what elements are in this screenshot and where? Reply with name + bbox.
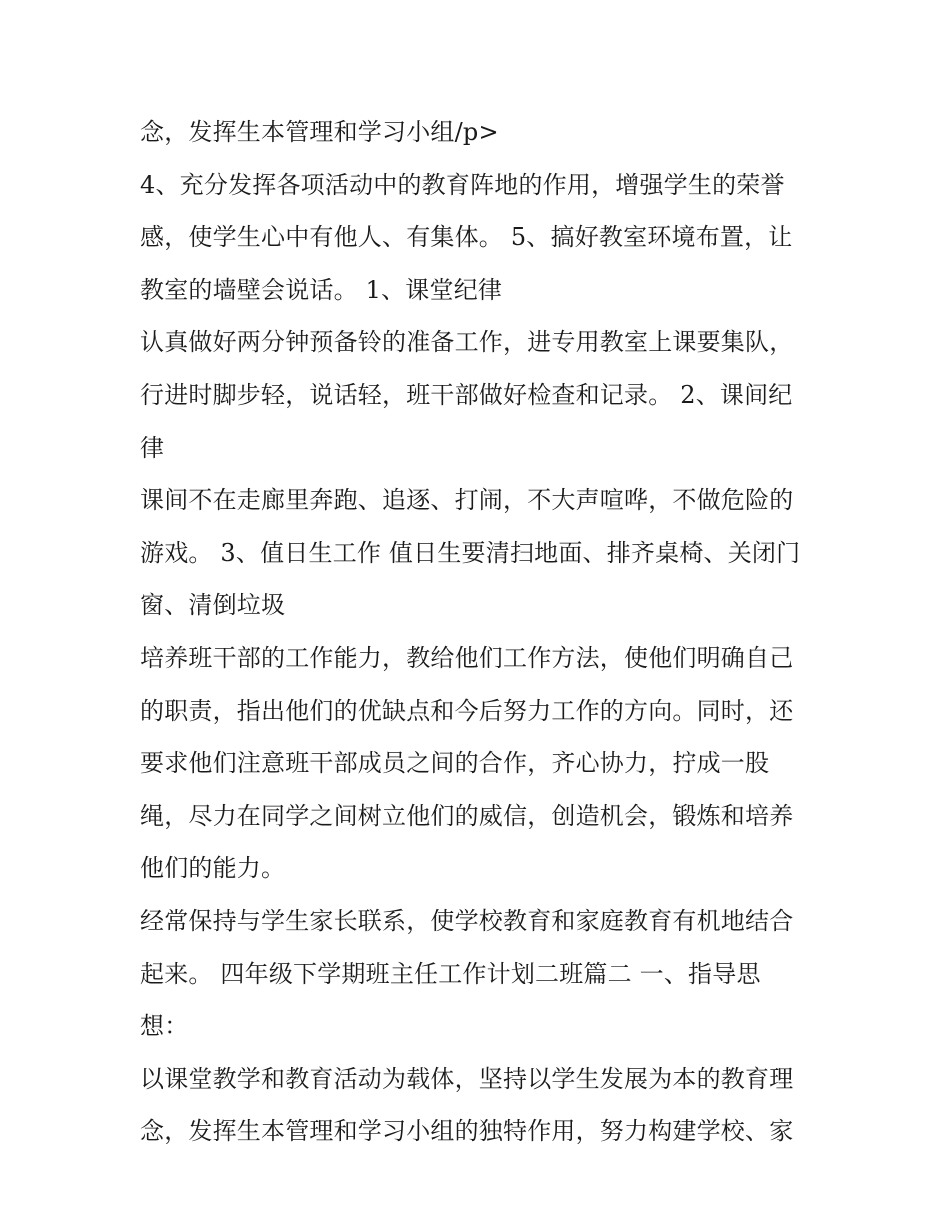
text-line-14: 绳，尽力在同学之间树立他们的威信，创造机会，锻炼和培养 [140, 801, 794, 830]
text-line-7: 律 [140, 433, 165, 462]
text-line-20: 念，发挥生本管理和学习小组的独特作用，努力构建学校、家 [140, 1117, 794, 1146]
text-line-6: 行进时脚步轻，说话轻，班干部做好检查和记录。 2、课间纪 [140, 380, 793, 409]
text-line-15: 他们的能力。 [140, 854, 286, 883]
text-line-9: 游戏。 3、值日生工作 值日生要清扫地面、排齐桌椅、关闭门 [140, 538, 801, 567]
text-line-5: 认真做好两分钟预备铃的准备工作，进专用教室上课要集队， [140, 328, 794, 357]
text-line-2: 4、充分发挥各项活动中的教育阵地的作用，增强学生的荣誉 [140, 170, 785, 199]
text-line-8: 课间不在走廊里奔跑、追逐、打闹，不大声喧哗，不做危险的 [140, 486, 794, 515]
text-line-13: 要求他们注意班干部成员之间的合作，齐心协力，拧成一股 [140, 749, 770, 778]
text-line-11: 培养班干部的工作能力，教给他们工作方法，使他们明确自己 [140, 643, 794, 672]
text-line-10: 窗、清倒垃圾 [140, 591, 286, 620]
text-line-18: 想： [140, 1012, 189, 1041]
document-body [140, 106, 820, 1158]
text-line-16: 经常保持与学生家长联系，使学校教育和家庭教育有机地结合 [140, 906, 794, 935]
text-line-3: 感，使学生心中有他人、有集体。 5、搞好教室环境布置，让 [140, 223, 793, 252]
text-line-17: 起来。 四年级下学期班主任工作计划二班篇二 一、指导思 [140, 959, 761, 988]
text-line-12: 的职责，指出他们的优缺点和今后努力工作的方向。同时，还 [140, 696, 794, 725]
text-line-19: 以课堂教学和教育活动为载体，坚持以学生发展为本的教育理 [140, 1064, 794, 1093]
text-line-1: 念，发挥生本管理和学习小组/p> [140, 118, 499, 146]
text-line-4: 教室的墙壁会说话。 1、课堂纪律 [140, 275, 503, 304]
